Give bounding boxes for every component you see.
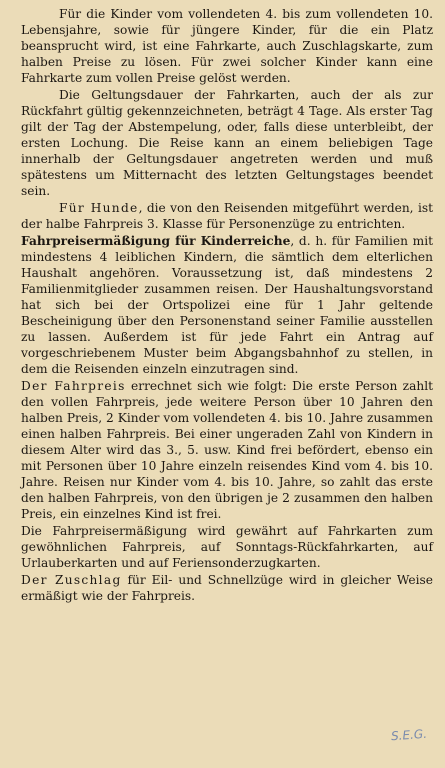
- ink-stamp: S.E.G.: [390, 726, 428, 744]
- paragraph-text: Für die Kinder vom vollendeten 4. bis zum vollendeten 10. Lebensjahre, sowie für jüngere Kinder, für die ein Platz beansprucht wird, ist eine Fahrkarte, auch Zuschlagskarte, zum halben Preise zu lösen. Für zwei solcher Kinder kann eine Fahrkarte zum vollen Preise gelöst werden.: [21, 7, 433, 85]
- paragraph-text: , d. h. für Familien mit mindestens 4 leiblichen Kindern, die sämtlich dem elterlichen Haushalt angehören. Voraussetzung ist, daß mindestens 2 Familienmitglieder zusammen reisen. Der Haushaltungsvorstand hat sich bei der Ortspolizei eine für 1 Jahr geltende Bescheinigung über den Personenstand seiner Familie ausstellen zu lassen. Außerdem ist für jede Fahrt ein Antrag auf vorgeschriebenem Muster beim Abgangsbahnhof zu stellen, in dem die Reisenden einzeln einzutragen sind.: [21, 234, 434, 376]
- paragraph-dogs: [21, 200, 433, 232]
- paragraph-surcharge: [21, 572, 433, 604]
- paragraph-text: für Eil- und Schnellzüge wird in gleicher Weise ermäßigt wie der Fahrpreis.: [21, 573, 433, 603]
- paragraph-lead: Der Zuschlag: [21, 573, 122, 587]
- paragraph-lead-bold: Fahrpreisermäßigung für Kinderreiche: [21, 234, 291, 248]
- paragraph-validity: [21, 87, 433, 199]
- paragraph-text: Die Geltungsdauer der Fahrkarten, auch der als zur Rückfahrt gültig gekennzeichneten, beträgt 4 Tage. Als erster Tag gilt der Tag der Abstempelung, oder, falls diese unterbleibt, der ersten Lochung. Die Reise kann an einem beliebigen Tage innerhalb der Geltungsdauer angetreten werden und muß spätestens um Mitternacht des letzten Geltungstages beendet sein.: [21, 88, 433, 198]
- paragraph-lead: Der Fahrpreis: [21, 379, 126, 393]
- paragraph-text: errechnet sich wie folgt: Die erste Person zahlt den vollen Fahrpreis, jede weitere Person über 10 Jahren den halben Preis, 2 Kinder vom vollendeten 4. bis 10. Jahre zusammen einen halben Fahrpreis. Bei einer ungeraden Zahl von Kindern in diesem Alter wird das 3., 5. usw. Kind frei befördert, ebenso ein mit Personen über 10 Jahre einzeln reisendes Kind vom 4. bis 10. Jahre. Reisen nur Kinder vom 4. bis 10. Jahre, so zahlt das erste den halben Fahrpreis, von den übrigen je 2 zusammen den halben Preis, ein einzelnes Kind ist frei.: [21, 379, 434, 521]
- paragraph-fare-calculation: [21, 378, 433, 522]
- paragraph-text: Die Fahrpreisermäßigung wird gewährt auf Fahrkarten zum gewöhnlichen Fahrpreis, auf Sonntags-Rückfahrkarten, auf Urlauberkarten und auf Feriensonderzugkarten.: [21, 524, 433, 570]
- paragraph-lead: Für Hunde: [59, 201, 139, 215]
- paragraph-text: , die von den Reisenden mitgeführt werden, ist der halbe Fahrpreis 3. Klasse für Personenzüge zu entrichten.: [21, 201, 433, 231]
- paragraph-large-family-discount: [21, 233, 433, 377]
- paragraph-discount-scope: [21, 523, 433, 571]
- paragraph-children-fare: [21, 6, 433, 86]
